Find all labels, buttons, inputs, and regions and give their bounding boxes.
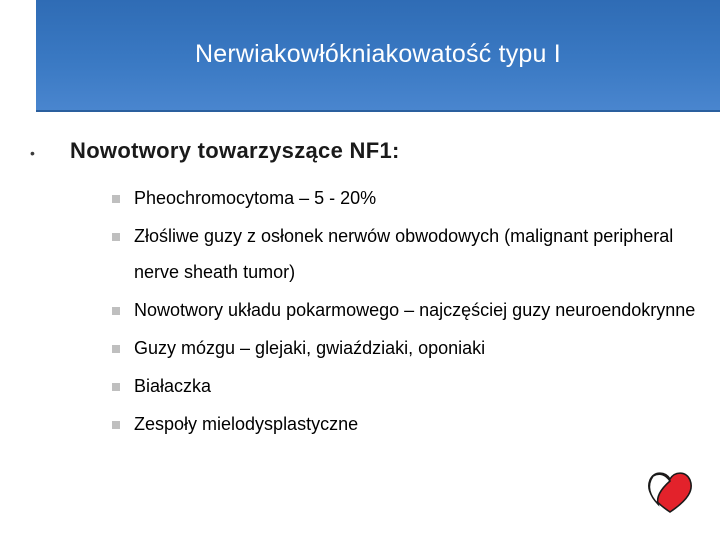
list-item-text: Nowotwory układu pokarmowego – najczęściej guzy neuroendokrynne	[134, 300, 696, 320]
square-bullet-icon	[112, 421, 120, 429]
list-item-text: Białaczka	[134, 376, 212, 396]
list-item	[112, 218, 700, 290]
list-item-text: Zespoły mielodysplastyczne	[134, 414, 359, 434]
list-item	[112, 292, 700, 328]
list-item	[112, 180, 700, 216]
square-bullet-icon	[112, 307, 120, 315]
square-bullet-icon	[112, 383, 120, 391]
bullet-dot: •	[30, 145, 35, 161]
main-bullet	[30, 138, 700, 164]
slide-title: Nerwiakowłókniakowatość typu I	[195, 39, 561, 68]
square-bullet-icon	[112, 233, 120, 241]
list-item-text: Guzy mózgu – glejaki, gwiaździaki, oponiaki	[134, 338, 486, 358]
title-bar	[36, 0, 720, 112]
list-item-text: Pheochromocytoma – 5 - 20%	[134, 188, 377, 208]
list-item-text: Złośliwe guzy z osłonek nerwów obwodowych (malignant peripheral nerve sheath tumor)	[134, 226, 674, 282]
heart-logo-icon	[644, 466, 696, 518]
main-bullet-text: Nowotwory towarzyszące NF1:	[70, 138, 400, 163]
list-item	[112, 406, 700, 442]
square-bullet-icon	[112, 345, 120, 353]
list-item	[112, 368, 700, 404]
sub-bullet-list	[112, 180, 700, 444]
list-item	[112, 330, 700, 366]
square-bullet-icon	[112, 195, 120, 203]
